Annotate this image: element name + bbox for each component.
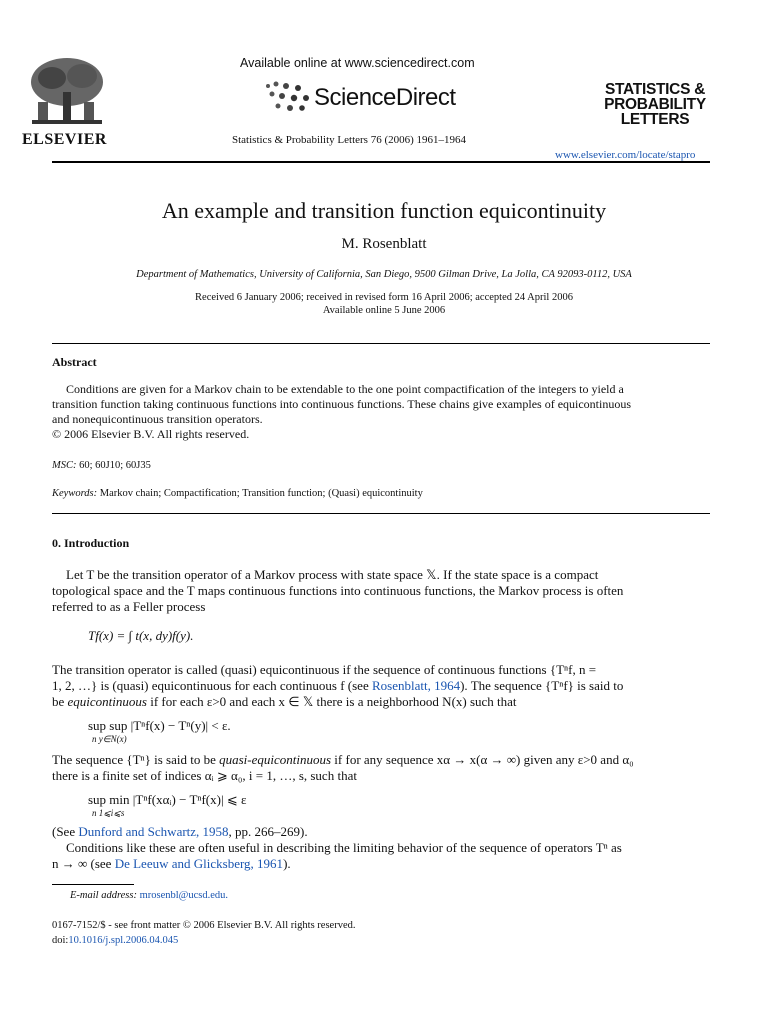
article-title: An example and transition function equicontinuity [161,198,607,223]
text-run: The sequence {Tⁿ} is said to be [52,752,220,767]
keywords-values: Markov chain; Compactification; Transition function; (Quasi) equicontinuity [99,488,423,499]
abstract-line: and nonequicontinuous transition operators. [52,412,263,426]
equation-subscript: n 1⩽i⩽s [92,808,125,818]
equation-equicontinuity: sup sup |Tⁿf(x) − Tⁿ(y)| < ε. [88,718,231,733]
citation-link[interactable]: Rosenblatt, 1964 [371,678,461,693]
keywords [52,488,423,499]
journal-logo-line: PROBABILITY [604,96,706,113]
journal-logo-line: LETTERS [620,111,690,128]
paragraph-line: there is a finite set of indices αᵢ ⩾ α₀, i = 1, …, s, such that [52,768,357,783]
paragraph-line: The transition operator is called (quasi) equicontinuous if the sequence of continuous functions {Tⁿf, n = [52,662,597,677]
abstract-line: Conditions are given for a Markov chain to be extendable to the one point compactification of the integers to yield a [66,382,624,396]
emphasis: equicontinuous [67,694,147,709]
doi-label: doi: [52,935,69,946]
front-matter-notice: 0167-7152/$ - see front matter © 2006 Elsevier B.V. All rights reserved. [52,920,356,931]
paragraph-line: topological space and the T maps continuous functions into continuous functions, the Markov process is often [52,583,624,598]
equation-feller: Tf(x) = ∫ t(x, dy)f(y). [88,628,194,643]
abstract-bottom-rule [52,513,710,514]
abstract-heading: Abstract [52,355,97,369]
doi-line [52,935,178,946]
text-run: ). The sequence {Tⁿf} is said to [460,678,624,693]
author-affiliation: Department of Mathematics, University of California, San Diego, 9500 Gilman Drive, La Jolla, CA 92093-0112, USA [136,269,632,280]
paragraph-line [52,856,710,872]
journal-url-link[interactable]: www.elsevier.com/locate/stapro [555,149,696,161]
received-dates: Received 6 January 2006; received in revised form 16 April 2006; accepted 24 April 2006 [195,292,573,303]
email-link[interactable]: mrosenbl@ucsd.edu. [139,890,229,901]
elsevier-tree-logo [22,52,112,132]
paragraph-line [52,694,710,710]
available-online-banner: Available online at www.sciencedirect.com [240,56,475,70]
text-run: ). [283,856,291,871]
publisher-name: ELSEVIER [22,131,107,148]
author-email [70,890,228,901]
footnote-rule [52,884,134,885]
article-author: M. Rosenblatt [341,236,427,252]
available-online-date: Available online 5 June 2006 [322,305,446,316]
text-run: 1, 2, …} is (quasi) equicontinuous for each continuous f (see [52,678,372,693]
msc-values: 60; 60J10; 60J35 [79,460,151,471]
paragraph-line [52,678,710,694]
text-run: (See [52,824,79,839]
text-run: if for any sequence xα → x(α → ∞) given any ε>0 and α₀ [331,752,634,767]
emphasis: quasi-equicontinuous [219,752,332,767]
sciencedirect-wordmark: ScienceDirect [314,84,456,111]
paragraph-line: Conditions like these are often useful in describing the limiting behavior of the sequence of operators Tⁿ as [66,840,622,855]
doi-link[interactable]: 10.1016/j.spl.2006.04.045 [68,935,179,946]
header-rule [52,161,710,163]
text-run: if for each ε>0 and each x ∈ 𝕏 there is a neighborhood N(x) such that [146,694,517,709]
text-run: , pp. 266–269). [228,824,308,839]
paragraph-line: Let T be the transition operator of a Markov process with state space 𝕏. If the state space is a compact [66,567,599,582]
section-heading: 0. Introduction [52,536,130,550]
citation-link[interactable]: Dunford and Schwartz, 1958 [78,824,229,839]
abstract-top-rule [52,343,710,344]
equation-subscript: n y∈N(x) [92,734,127,744]
journal-logo-line: STATISTICS & [604,81,706,98]
journal-reference: Statistics & Probability Letters 76 (2006) 1961–1964 [232,134,467,146]
citation-link[interactable]: De Leeuw and Glicksberg, 1961 [114,856,284,871]
msc-label: MSC: [52,460,77,471]
keywords-label: Keywords: [52,488,98,499]
journal-logo [590,82,720,127]
text-run: be [52,694,68,709]
abstract-copyright: © 2006 Elsevier B.V. All rights reserved. [52,427,250,441]
paragraph-line [52,824,710,840]
paragraph-line: referred to as a Feller process [52,599,206,614]
sciencedirect-dots-icon [262,80,312,112]
paragraph-line [52,752,710,768]
email-label: E-mail address: [70,890,140,901]
abstract-line: transition function taking continuous functions into continuous functions. These chains give examples of equicontinuous [52,397,632,411]
equation-quasi-equicontinuity: sup min |Tⁿf(xαᵢ) − Tⁿf(x)| ⩽ ε [88,792,247,807]
text-run: n → ∞ (see [52,856,115,871]
msc-codes [52,460,151,471]
